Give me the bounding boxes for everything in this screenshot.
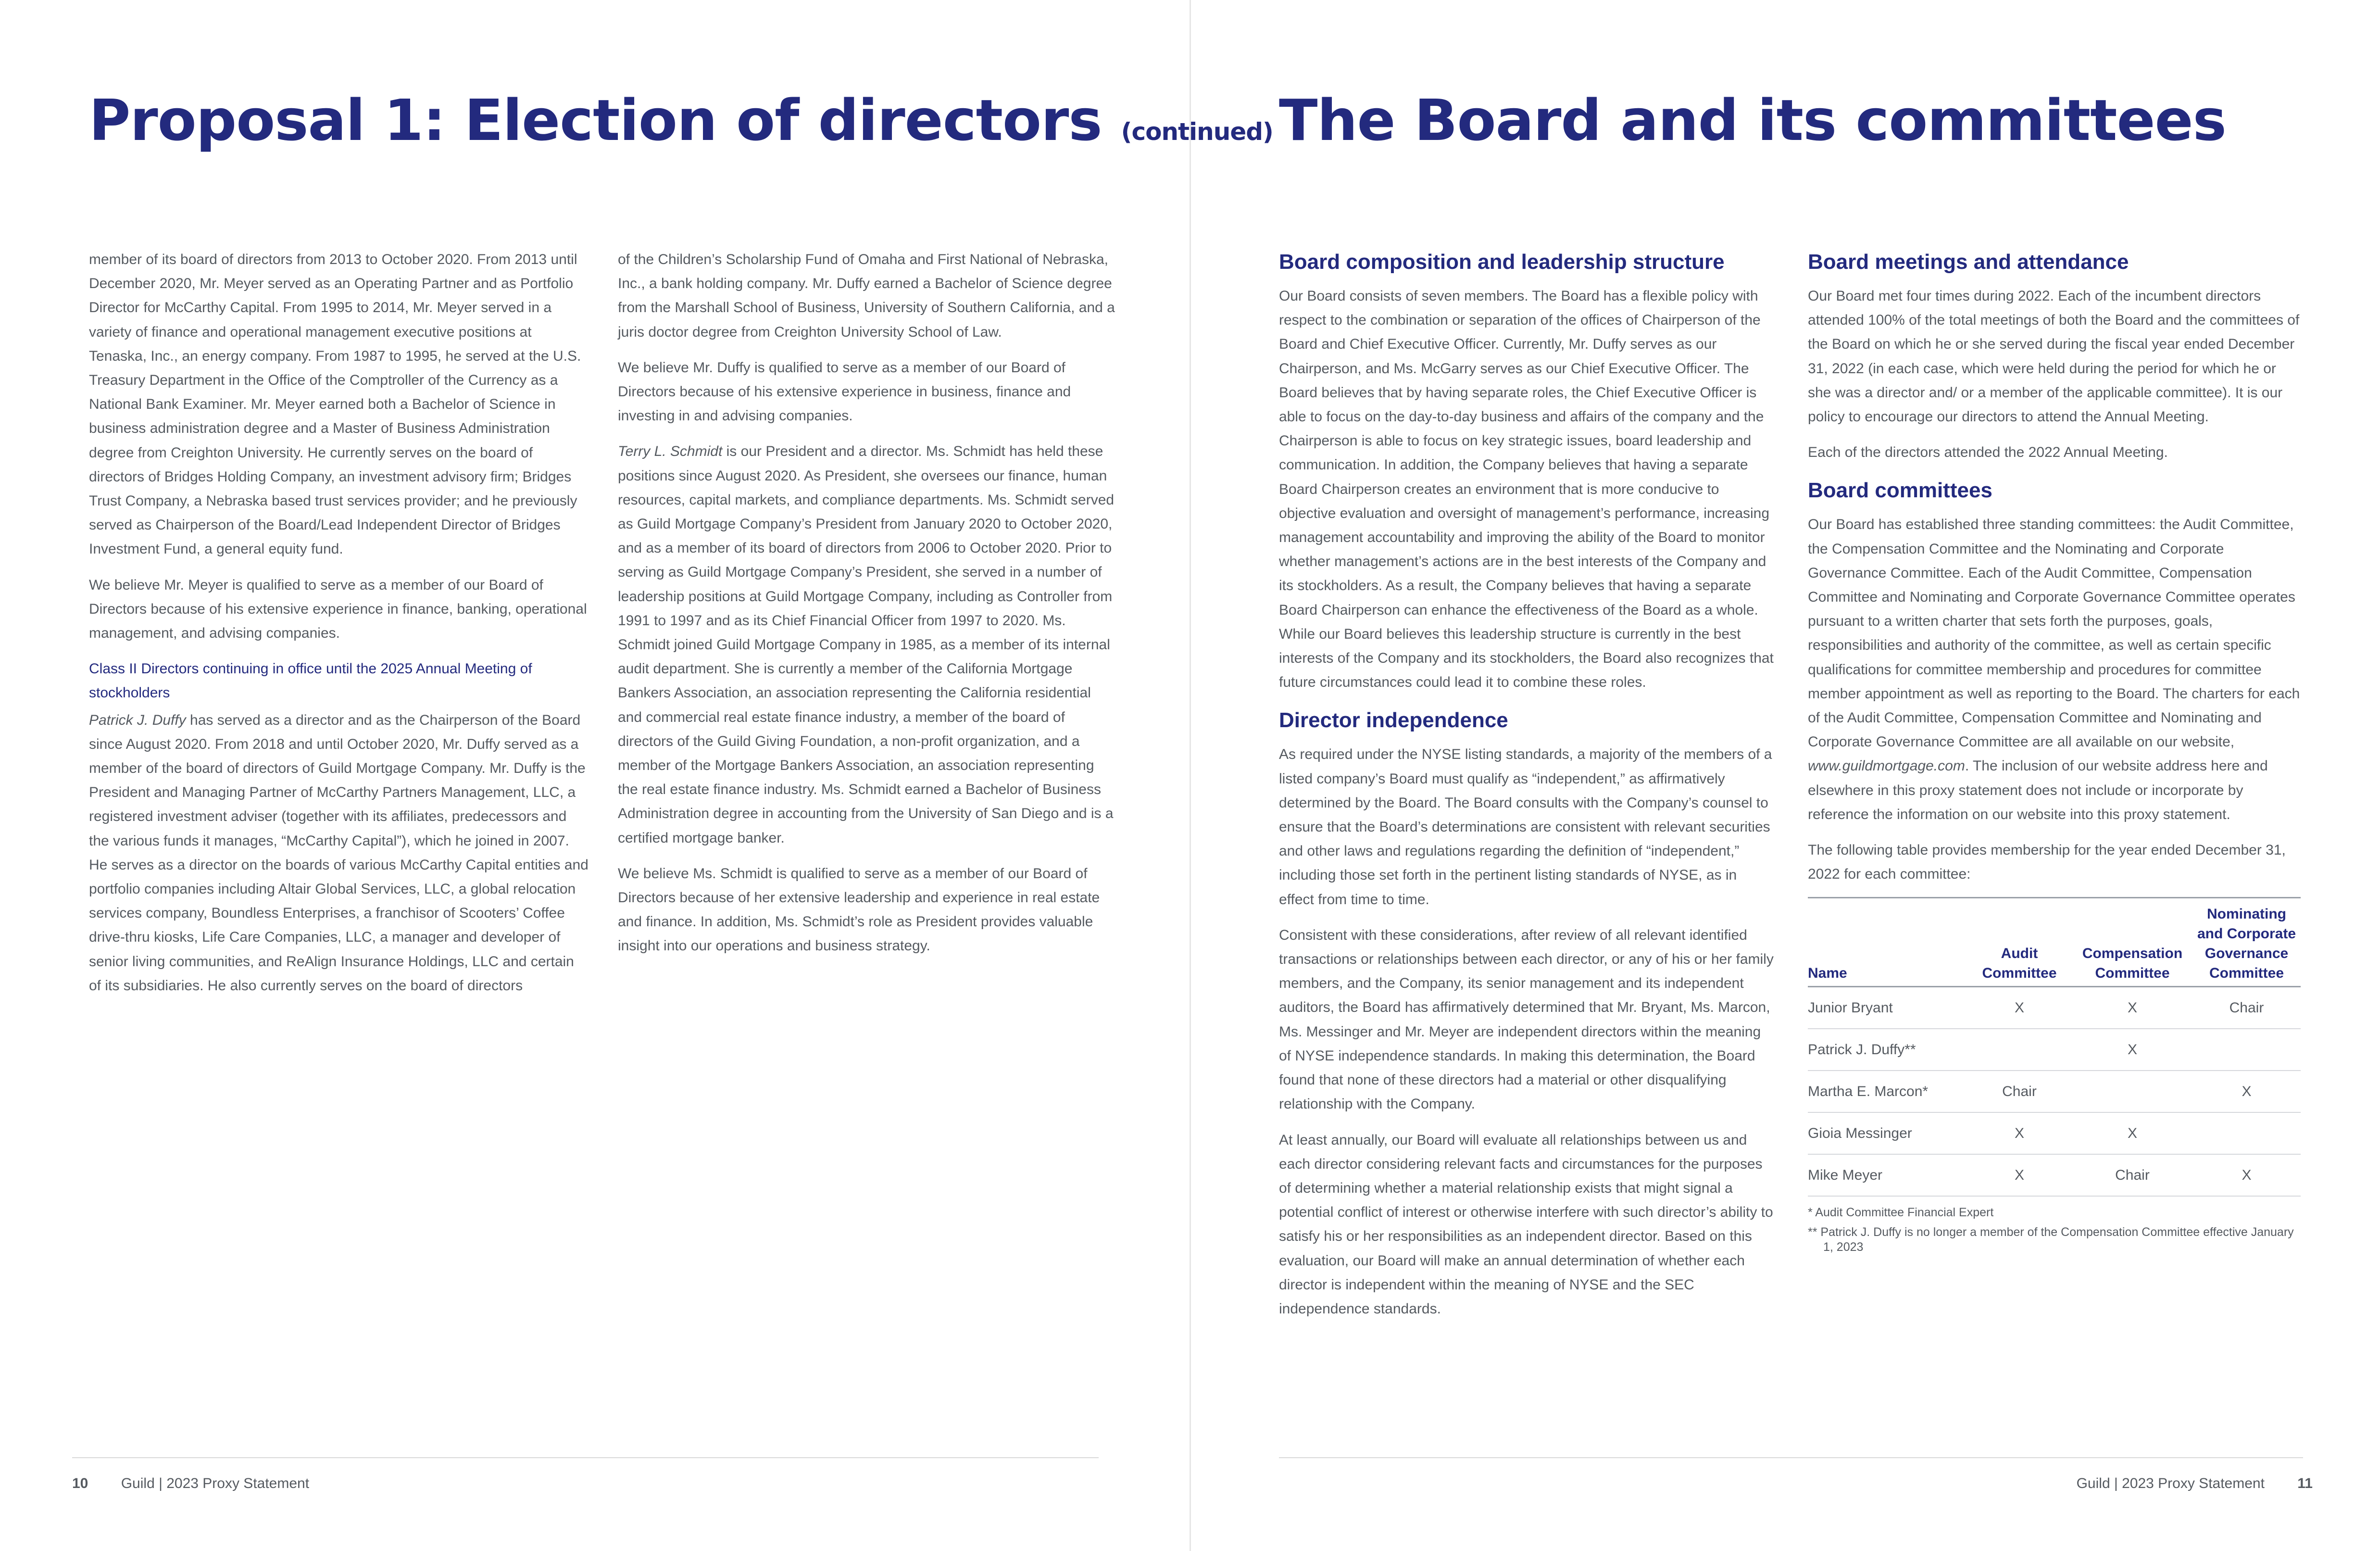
cell-nominating: Chair bbox=[2192, 987, 2301, 1029]
footnote-audit-expert: * Audit Committee Financial Expert bbox=[1808, 1206, 1994, 1220]
director-independence-heading: Director independence bbox=[1279, 708, 1508, 732]
page-spine bbox=[1190, 0, 1191, 1551]
cell-audit: X bbox=[1967, 1112, 2072, 1154]
meetings-paragraph-1: Our Board met four times during 2022. Each of the incumbent directors attended 100% of the total meetings of both the Board and the committees of the Board on which he or she served during the fiscal year ended December 31, 2022 (in each case, which were held during the period for which he or she was a director and/ or a member of the applicable committee). It is our policy to encourage our directors to attend the Annual Meeting. bbox=[1808, 288, 2300, 425]
left-footer bbox=[72, 1475, 309, 1492]
board-composition-heading: Board composition and leadership structure bbox=[1279, 250, 1725, 274]
table-row bbox=[1808, 1154, 2301, 1196]
meyer-qualification-paragraph: We believe Mr. Meyer is qualified to serve as a member of our Board of Directors because of his extensive experience in finance, banking, operational management, and advising companies. bbox=[89, 577, 587, 642]
schmidt-bio-paragraph bbox=[618, 440, 1118, 850]
footnote-duffy: ** Patrick J. Duffy is no longer a member of the Compensation Committee effective January 1, 2023 bbox=[1808, 1225, 2294, 1254]
meyer-bio-paragraph: member of its board of directors from 2013 to October 2020. From 2013 until December 2020, Mr. Meyer served as an Operating Partner and as Portfolio Director for McCarthy Capital. From 1995 to 2014, Mr. Meyer served in a variety of finance and operational management executive positions at Tenaska, Inc., an energy company. From 1987 to 1995, he served at the U.S. Treasury Department in the Office of the Comptroller of the Currency as a National Bank Examiner. Mr. Meyer earned both a Bachelor of Science in business administration degree and a Master of Business Administration degree from Creighton University. He currently serves on the board of directors of Bridges Holding Company, an investment advisory firm; Bridges Trust Company, a Nebraska based trust services provider; and he previously served as Chairperson of the Board/Lead Independent Director of Bridges Investment Fund, a general equity fund. bbox=[89, 252, 581, 557]
committees-paragraph-1 bbox=[1808, 513, 2303, 827]
duffy-bio-paragraph bbox=[89, 708, 589, 998]
meetings-paragraph-2: Each of the directors attended the 2022 Annual Meeting. bbox=[1808, 444, 2168, 461]
left-title-text: Proposal 1: Election of directors bbox=[89, 87, 1102, 153]
cell-audit bbox=[1967, 1029, 2072, 1071]
committees-text-b: . The inclusion of our website address here and elsewhere in this proxy statement does not include or incorporate by reference the information on our website into this proxy statement. bbox=[1808, 758, 2268, 822]
cell-name: Patrick J. Duffy** bbox=[1808, 1029, 1967, 1071]
cell-nominating: X bbox=[2192, 1154, 2301, 1196]
table-row bbox=[1808, 1029, 2301, 1071]
cell-name: Mike Meyer bbox=[1808, 1154, 1967, 1196]
left-page-number: 10 bbox=[72, 1475, 88, 1491]
table-header-row bbox=[1808, 898, 2301, 987]
col-header-compensation: Compensation Committee bbox=[2072, 898, 2192, 987]
left-title-suffix: (continued) bbox=[1121, 118, 1273, 146]
cell-audit: X bbox=[1967, 1154, 2072, 1196]
board-composition-paragraph: Our Board consists of seven members. The Board has a flexible policy with respect to the combination or separation of the offices of Chairperson of the Board and Chief Executive Officer. Currently, Mr. Duffy serves as our Chairperson, and Ms. McGarry serves as our Chief Executive Officer. The Board believes that by having separate roles, the Chief Executive Officer is able to focus on the day-to-day business and affairs of the company and the Chairperson is able to focus on key strategic issues, board leadership and communication. In addition, the Company believes that having a separate Board Chairperson creates an environment that is more conducive to objective evaluation and oversight of management’s performance, increasing management accountability and improving the ability of the Board to monitor whether management’s actions are in the best interests of the Company and its stockholders. As a result, the Company believes that having a separate Board Chairperson can enhance the effectiveness of the Board as a whole. While our Board believes this leadership structure is currently in the best interests of the Company and its stockholders, the Board also recognizes that future circumstances could lead it to combine these roles. bbox=[1279, 288, 1774, 691]
schmidt-qualification-paragraph: We believe Ms. Schmidt is qualified to serve as a member of our Board of Directors because of her extensive leadership and experience in real estate and finance. In addition, Ms. Schmidt’s role as President provides valuable insight into our operations and business strategy. bbox=[618, 865, 1100, 954]
col-header-nominating: Nominating and Corporate Governance Committee bbox=[2192, 898, 2301, 987]
right-footer-rule bbox=[1279, 1457, 2303, 1458]
class-ii-subheading: Class II Directors continuing in office until the 2025 Annual Meeting of stockholders bbox=[89, 661, 532, 701]
left-footer-text: Guild | 2023 Proxy Statement bbox=[121, 1475, 310, 1491]
left-page-title bbox=[89, 84, 1273, 168]
independence-paragraph-1: As required under the NYSE listing standards, a majority of the members of a listed company’s Board must qualify as “independent,” as affirmatively determined by the Board. The Board consults with the Company’s counsel to ensure that the Board’s determinations are consistent with relevant securities and other laws and regulations regarding the definition of “independent,” including those set forth in the pertinent listing standards of NYSE, as in effect from time to time. bbox=[1279, 746, 1772, 908]
right-column-1 bbox=[1279, 248, 1774, 1333]
independence-paragraph-2: Consistent with these considerations, after review of all relevant identified transactions or relationships between each director, or any of his or her family members, and the Company, its senior management and its independent auditors, the Board has affirmatively determined that Mr. Bryant, Ms. Marcon, Ms. Messinger and Mr. Meyer are independent directors within the meaning of NYSE independence standards. In making this determination, the Board found that none of these directors had a material or other disqualifying relationship with the Company. bbox=[1279, 927, 1774, 1112]
committee-membership-table bbox=[1808, 897, 2301, 1197]
right-page-title: The Board and its committees bbox=[1279, 87, 2226, 153]
col-header-name: Name bbox=[1808, 898, 1967, 987]
cell-audit: Chair bbox=[1967, 1071, 2072, 1112]
committees-text-a: Our Board has established three standing committees: the Audit Committee, the Compensation Committee and the Nominating and Corporate Governance Committee. Each of the Audit Committee, Compensation Committee and Nominating and Corporate Governance Committee operates pursuant to a written charter that sets forth the purposes, goals, responsibilities and authority of the committee, as well as certain specific qualifications for committee membership and procedures for committee member appointment as well as reporting to the Board. The charters for each of the Audit Committee, Compensation Committee and Nominating and Corporate Governance Committee are all available on our website, bbox=[1808, 517, 2300, 750]
right-column-2 bbox=[1808, 248, 2303, 1255]
schmidt-bio-text: is our President and a director. Ms. Schmidt has held these positions since August 2020. As President, she oversees our finance, human resources, capital markets, and compliance departments. Ms. Schmidt served as Guild Mortgage Company’s President from January 2020 to October 2020, and as a member of its board of directors from 2006 to October 2020. Prior to serving as Guild Mortgage Company’s President, she served in a number of leadership positions at Guild Mortgage Company, including as Controller from 1991 to 1997 and as its Chief Financial Officer from 1997 to 2020. Ms. Schmidt joined Guild Mortgage Company in 1985, as a member of its internal audit department. She is currently a member of the California Mortgage Bankers Association, an association representing the California residential and commercial real estate finance industry, a member of the board of directors of the Guild Giving Foundation, a non-profit organization, and a member of the Mortgage Bankers Association, an association representing the real estate finance industry. Ms. Schmidt earned a Bachelor of Business Administration degree in accounting from the University of San Diego and is a certified mortgage banker. bbox=[618, 443, 1115, 846]
right-page-number: 11 bbox=[2297, 1475, 2313, 1491]
committees-paragraph-2: The following table provides membership for the year ended December 31, 2022 for each committee: bbox=[1808, 842, 2286, 883]
table-row bbox=[1808, 987, 2301, 1029]
schmidt-name: Terry L. Schmidt bbox=[618, 443, 723, 460]
right-footer bbox=[2077, 1475, 2313, 1492]
left-column-2 bbox=[618, 248, 1118, 970]
cell-audit: X bbox=[1967, 987, 2072, 1029]
cell-compensation: X bbox=[2072, 987, 2192, 1029]
cell-name: Martha E. Marcon* bbox=[1808, 1071, 1967, 1112]
cell-compensation: X bbox=[2072, 1029, 2192, 1071]
duffy-qualification-paragraph: We believe Mr. Duffy is qualified to serve as a member of our Board of Directors because of his extensive experience in business, finance and investing in and advising companies. bbox=[618, 359, 1071, 424]
table-row bbox=[1808, 1071, 2301, 1112]
cell-nominating bbox=[2192, 1112, 2301, 1154]
cell-nominating: X bbox=[2192, 1071, 2301, 1112]
right-footer-text: Guild | 2023 Proxy Statement bbox=[2076, 1475, 2265, 1491]
duffy-bio-text: has served as a director and as the Chairperson of the Board since August 2020. From 2018 and until October 2020, Mr. Duffy served as a member of the board of directors of Guild Mortgage Company. Mr. Duffy is the President and Managing Partner of McCarthy Partners Management, LLC, a registered investment adviser (together with its affiliates, predecessors and the various funds it manages, “McCarthy Capital”), which he joined in 2007. He serves as a director on the boards of various McCarthy Capital entities and portfolio companies including Altair Global Services, LLC, a global relocation services company, Boundless Enterprises, a franchisor of Scooters’ Coffee drive-thru kiosks, Life Care Companies, LLC, a manager and developer of senior living communities, and ReAlign Insurance Holdings, LLC and certain of its subsidiaries. He also currently serves on the board of directors bbox=[89, 712, 589, 994]
cell-compensation: Chair bbox=[2072, 1154, 2192, 1196]
website-link[interactable]: www.guildmortgage.com bbox=[1808, 758, 1965, 774]
cell-name: Junior Bryant bbox=[1808, 987, 1967, 1029]
board-committees-heading: Board committees bbox=[1808, 479, 1992, 503]
cell-nominating bbox=[2192, 1029, 2301, 1071]
duffy-bio-continued: of the Children’s Scholarship Fund of Omaha and First National of Nebraska, Inc., a bank holding company. Mr. Duffy earned a Bachelor of Science degree from the Marshall School of Business, University of Southern California, and a juris doctor degree from Creighton University School of Law. bbox=[618, 252, 1115, 340]
cell-name: Gioia Messinger bbox=[1808, 1112, 1967, 1154]
col-header-audit: Audit Committee bbox=[1967, 898, 2072, 987]
cell-compensation bbox=[2072, 1071, 2192, 1112]
independence-paragraph-3: At least annually, our Board will evaluate all relationships between us and each director considering relevant facts and circumstances for the purposes of determining whether a material relationship exists that might signal a potential conflict of interest or otherwise interfere with such director’s ability to satisfy his or her responsibilities as an independent director. Based on this evaluation, our Board will make an annual determination of whether each director is independent within the meaning of NYSE and the SEC independence standards. bbox=[1279, 1132, 1773, 1317]
left-column-1 bbox=[89, 248, 589, 1009]
left-footer-rule bbox=[72, 1457, 1099, 1458]
table-row bbox=[1808, 1112, 2301, 1154]
duffy-name: Patrick J. Duffy bbox=[89, 712, 186, 728]
cell-compensation: X bbox=[2072, 1112, 2192, 1154]
board-meetings-heading: Board meetings and attendance bbox=[1808, 250, 2129, 274]
